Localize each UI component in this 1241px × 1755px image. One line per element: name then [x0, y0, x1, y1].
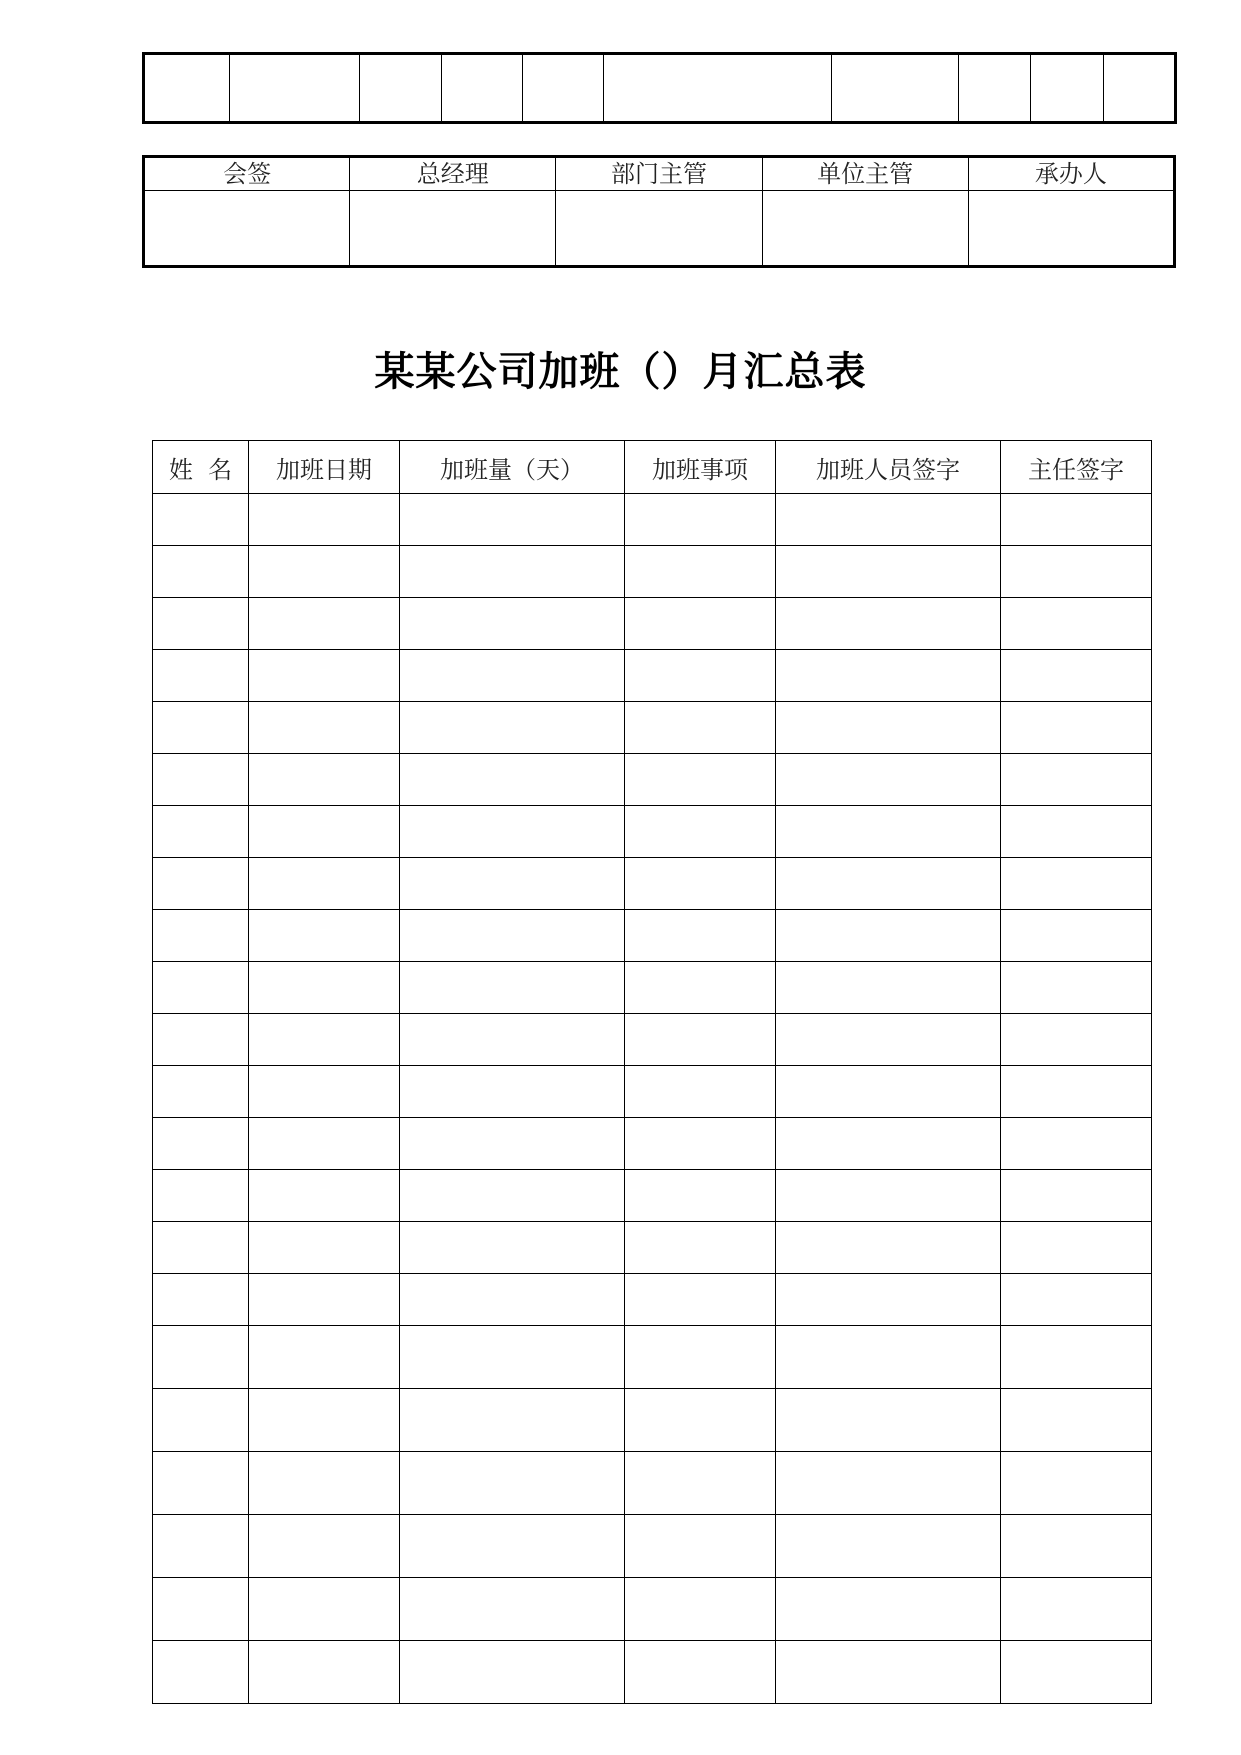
table-cell[interactable]: [153, 754, 249, 806]
table-cell[interactable]: [1001, 1326, 1152, 1389]
table-cell[interactable]: [249, 702, 400, 754]
table-cell[interactable]: [776, 1170, 1001, 1222]
table-cell[interactable]: [400, 1118, 625, 1170]
table-cell[interactable]: [625, 1170, 776, 1222]
signature-table: [142, 155, 1176, 268]
table-cell[interactable]: [776, 1515, 1001, 1578]
table-cell[interactable]: [1001, 1170, 1152, 1222]
table-cell[interactable]: [1001, 962, 1152, 1014]
table-cell[interactable]: [400, 650, 625, 702]
column-header-director-signature: 主任签字: [1001, 441, 1152, 494]
column-header-name: 姓 名: [153, 441, 249, 494]
column-header-staff-signature: 加班人员签字: [776, 441, 1001, 494]
table-cell[interactable]: [776, 1066, 1001, 1118]
table-cell[interactable]: [776, 962, 1001, 1014]
table-cell[interactable]: [249, 1326, 400, 1389]
table-cell[interactable]: [625, 1389, 776, 1452]
table-cell[interactable]: [153, 962, 249, 1014]
table-cell[interactable]: [249, 1014, 400, 1066]
table-cell[interactable]: [625, 1452, 776, 1515]
table-cell[interactable]: [400, 754, 625, 806]
table-cell[interactable]: [153, 1274, 249, 1326]
table-cell[interactable]: [1001, 806, 1152, 858]
table-cell[interactable]: [776, 1326, 1001, 1389]
table-cell[interactable]: [776, 546, 1001, 598]
table-cell[interactable]: [153, 1641, 249, 1704]
table-row: [153, 1389, 1152, 1452]
column-header-overtime-date: 加班日期: [249, 441, 400, 494]
table-row: [153, 702, 1152, 754]
table-cell[interactable]: [144, 54, 230, 123]
table-header-row: [153, 441, 1152, 494]
table-cell[interactable]: [400, 1578, 625, 1641]
table-cell[interactable]: [360, 54, 442, 123]
table-cell[interactable]: [249, 806, 400, 858]
header-unit-supervisor: 单位主管: [762, 157, 968, 191]
table-cell[interactable]: [400, 910, 625, 962]
table-cell[interactable]: [1031, 54, 1104, 123]
table-row: [153, 806, 1152, 858]
signature-cell[interactable]: [350, 191, 556, 267]
table-cell[interactable]: [1001, 1066, 1152, 1118]
table-cell[interactable]: [776, 650, 1001, 702]
table-cell[interactable]: [153, 1170, 249, 1222]
table-cell[interactable]: [249, 858, 400, 910]
table-cell[interactable]: [153, 858, 249, 910]
table-cell[interactable]: [400, 1066, 625, 1118]
table-cell[interactable]: [400, 1014, 625, 1066]
table-cell[interactable]: [249, 1170, 400, 1222]
table-cell[interactable]: [1001, 1452, 1152, 1515]
table-cell[interactable]: [1001, 494, 1152, 546]
signature-cell[interactable]: [556, 191, 762, 267]
table-cell[interactable]: [153, 650, 249, 702]
table-cell[interactable]: [625, 962, 776, 1014]
table-cell[interactable]: [1001, 650, 1152, 702]
table-cell[interactable]: [400, 962, 625, 1014]
table-row: [153, 650, 1152, 702]
table-row: [153, 1452, 1152, 1515]
table-cell[interactable]: [625, 650, 776, 702]
table-row: [153, 1014, 1152, 1066]
table-cell[interactable]: [625, 702, 776, 754]
table-cell[interactable]: [249, 1222, 400, 1274]
table-cell[interactable]: [249, 546, 400, 598]
table-cell[interactable]: [1001, 1222, 1152, 1274]
table-cell[interactable]: [776, 494, 1001, 546]
table-cell[interactable]: [625, 494, 776, 546]
table-cell[interactable]: [400, 598, 625, 650]
table-cell[interactable]: [1001, 1641, 1152, 1704]
table-cell[interactable]: [153, 1014, 249, 1066]
table-cell[interactable]: [625, 1066, 776, 1118]
table-cell[interactable]: [776, 806, 1001, 858]
table-cell[interactable]: [442, 54, 523, 123]
table-cell[interactable]: [625, 858, 776, 910]
table-cell[interactable]: [1001, 1274, 1152, 1326]
table-cell[interactable]: [1104, 54, 1176, 123]
table-cell[interactable]: [153, 1515, 249, 1578]
table-cell[interactable]: [959, 54, 1031, 123]
table-cell[interactable]: [776, 598, 1001, 650]
table-cell[interactable]: [776, 1222, 1001, 1274]
table-cell[interactable]: [400, 1274, 625, 1326]
top-form-row: [144, 54, 1176, 123]
table-row: [153, 1118, 1152, 1170]
table-cell[interactable]: [776, 702, 1001, 754]
table-row: [153, 494, 1152, 546]
table-row: [153, 1515, 1152, 1578]
table-cell[interactable]: [776, 1578, 1001, 1641]
table-row: [153, 910, 1152, 962]
table-cell[interactable]: [625, 1274, 776, 1326]
signature-cell[interactable]: [144, 191, 350, 267]
table-cell[interactable]: [400, 1515, 625, 1578]
signature-input-row: [144, 191, 1175, 267]
table-cell[interactable]: [776, 1118, 1001, 1170]
table-cell[interactable]: [523, 54, 604, 123]
table-cell[interactable]: [625, 1222, 776, 1274]
table-cell[interactable]: [1001, 910, 1152, 962]
table-cell[interactable]: [153, 494, 249, 546]
table-cell[interactable]: [153, 1066, 249, 1118]
table-row: [153, 1326, 1152, 1389]
table-cell[interactable]: [625, 1326, 776, 1389]
table-cell[interactable]: [153, 702, 249, 754]
table-cell[interactable]: [1001, 546, 1152, 598]
table-cell[interactable]: [249, 1578, 400, 1641]
table-cell[interactable]: [625, 1641, 776, 1704]
table-cell[interactable]: [153, 806, 249, 858]
table-cell[interactable]: [153, 546, 249, 598]
table-cell[interactable]: [1001, 1578, 1152, 1641]
table-row: [153, 1222, 1152, 1274]
signature-header-row: [144, 157, 1175, 191]
table-cell[interactable]: [249, 1274, 400, 1326]
table-cell[interactable]: [249, 1641, 400, 1704]
table-cell[interactable]: [1001, 1014, 1152, 1066]
table-row: [153, 546, 1152, 598]
table-cell[interactable]: [249, 1452, 400, 1515]
table-cell[interactable]: [153, 598, 249, 650]
table-cell[interactable]: [400, 1170, 625, 1222]
table-cell[interactable]: [400, 806, 625, 858]
table-row: [153, 754, 1152, 806]
table-cell[interactable]: [625, 1014, 776, 1066]
table-cell[interactable]: [1001, 1515, 1152, 1578]
signature-cell[interactable]: [968, 191, 1174, 267]
table-cell[interactable]: [400, 1389, 625, 1452]
table-cell[interactable]: [625, 598, 776, 650]
table-row: [153, 1274, 1152, 1326]
table-cell[interactable]: [625, 1515, 776, 1578]
table-row: [153, 858, 1152, 910]
table-cell[interactable]: [400, 858, 625, 910]
table-cell[interactable]: [153, 1452, 249, 1515]
table-row: [153, 1066, 1152, 1118]
table-cell[interactable]: [400, 1452, 625, 1515]
table-cell[interactable]: [625, 546, 776, 598]
overtime-summary-table: [152, 440, 1152, 1704]
table-cell[interactable]: [400, 494, 625, 546]
table-cell[interactable]: [153, 910, 249, 962]
header-general-manager: 总经理: [350, 157, 556, 191]
table-cell[interactable]: [249, 1389, 400, 1452]
table-cell[interactable]: [776, 1389, 1001, 1452]
header-department-supervisor: 部门主管: [556, 157, 762, 191]
table-cell[interactable]: [625, 910, 776, 962]
table-cell[interactable]: [625, 1118, 776, 1170]
table-cell[interactable]: [604, 54, 832, 123]
table-cell[interactable]: [1001, 702, 1152, 754]
table-cell[interactable]: [776, 1641, 1001, 1704]
table-row: [153, 1641, 1152, 1704]
table-cell[interactable]: [400, 546, 625, 598]
table-cell[interactable]: [153, 1118, 249, 1170]
table-cell[interactable]: [625, 806, 776, 858]
table-cell[interactable]: [776, 1452, 1001, 1515]
table-cell[interactable]: [249, 650, 400, 702]
table-cell[interactable]: [625, 1578, 776, 1641]
table-row: [153, 1578, 1152, 1641]
table-cell[interactable]: [249, 962, 400, 1014]
table-cell[interactable]: [400, 1326, 625, 1389]
table-cell[interactable]: [153, 1326, 249, 1389]
header-countersign: 会签: [144, 157, 350, 191]
table-cell[interactable]: [1001, 598, 1152, 650]
table-cell[interactable]: [230, 54, 360, 123]
table-cell[interactable]: [776, 1274, 1001, 1326]
table-cell[interactable]: [153, 1578, 249, 1641]
table-cell[interactable]: [776, 754, 1001, 806]
table-cell[interactable]: [776, 1014, 1001, 1066]
table-cell[interactable]: [249, 1515, 400, 1578]
table-cell[interactable]: [1001, 1389, 1152, 1452]
table-cell[interactable]: [249, 1066, 400, 1118]
table-cell[interactable]: [153, 1222, 249, 1274]
table-cell[interactable]: [776, 910, 1001, 962]
header-handler: 承办人: [968, 157, 1174, 191]
top-form-table: [142, 52, 1177, 124]
table-cell[interactable]: [1001, 858, 1152, 910]
table-cell[interactable]: [249, 910, 400, 962]
table-cell[interactable]: [249, 754, 400, 806]
column-header-overtime-amount: 加班量（天）: [400, 441, 625, 494]
column-header-overtime-matter: 加班事项: [625, 441, 776, 494]
table-cell[interactable]: [400, 1222, 625, 1274]
table-row: [153, 598, 1152, 650]
table-cell[interactable]: [400, 1641, 625, 1704]
table-cell[interactable]: [625, 754, 776, 806]
table-cell[interactable]: [249, 494, 400, 546]
table-cell[interactable]: [1001, 754, 1152, 806]
table-cell[interactable]: [400, 702, 625, 754]
table-row: [153, 962, 1152, 1014]
table-cell[interactable]: [832, 54, 959, 123]
document-title: 某某公司加班（）月汇总表: [374, 348, 867, 395]
table-cell[interactable]: [776, 858, 1001, 910]
signature-cell[interactable]: [762, 191, 968, 267]
table-cell[interactable]: [153, 1389, 249, 1452]
table-cell[interactable]: [1001, 1118, 1152, 1170]
table-row: [153, 1170, 1152, 1222]
table-cell[interactable]: [249, 1118, 400, 1170]
table-cell[interactable]: [249, 598, 400, 650]
